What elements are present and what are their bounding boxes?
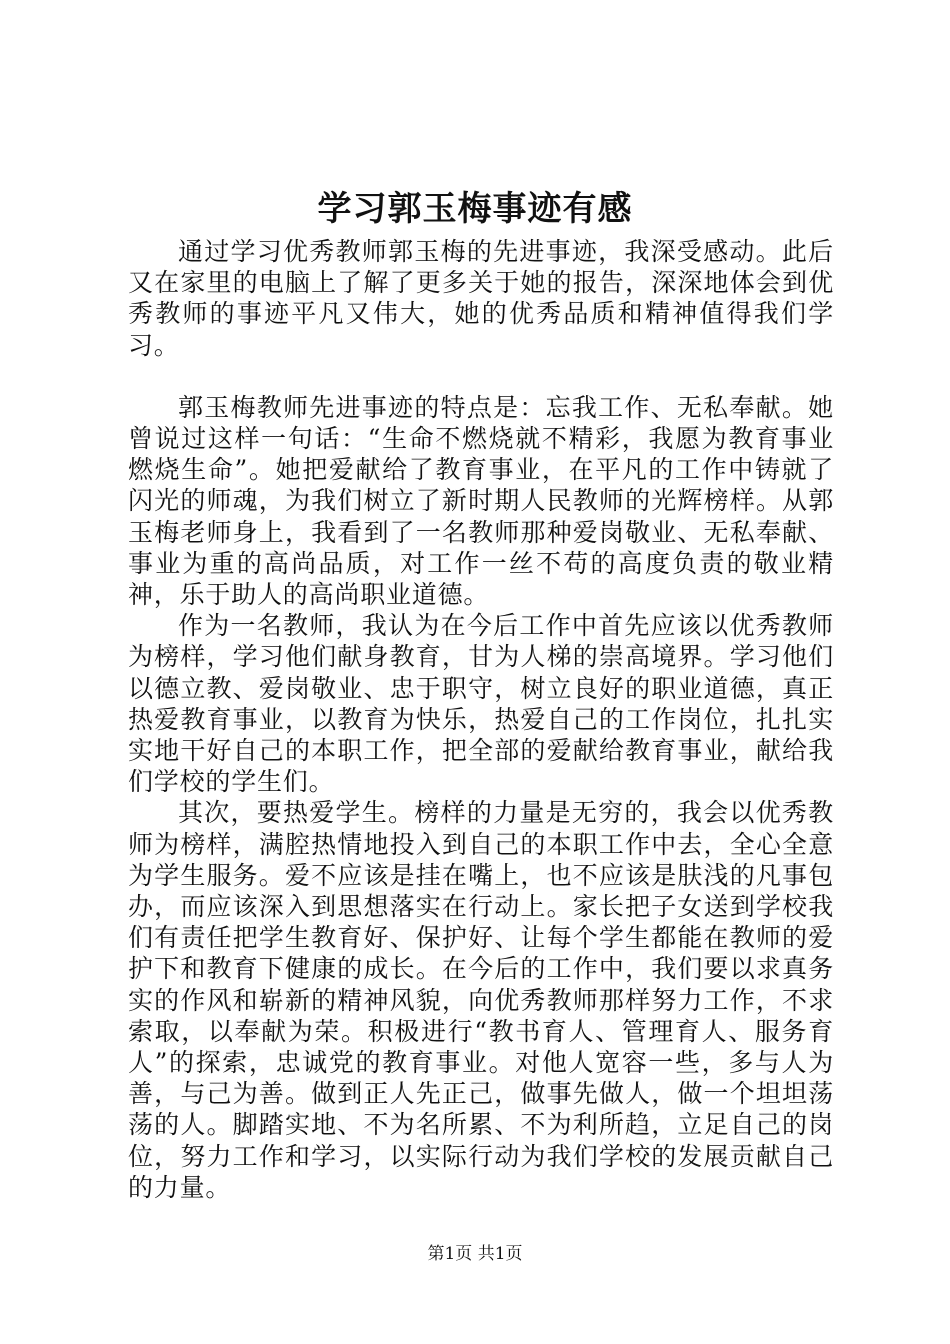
paragraph-gap [128, 361, 834, 392]
document-title: 学习郭玉梅事迹有感 [317, 189, 633, 229]
document-body [128, 236, 834, 1203]
paragraph-1: 通过学习优秀教师郭玉梅的先进事迹，我深受感动。此后又在家里的电脑上了解了更多关于她的报告，深深地体会到优秀教师的事迹平凡又伟大，她的优秀品质和精神值得我们学习。 [128, 237, 834, 360]
paragraph-3: 作为一名教师，我认为在今后工作中首先应该以优秀教师为榜样，学习他们献身教育，甘为人梯的崇高境界。学习他们以德立教、爱岗敬业、忠于职守，树立良好的职业道德，真正热爱教育事业，以教育为快乐，热爱自己的工作岗位，扎扎实实地干好自己的本职工作，把全部的爱献给教育事业，献给我们学校的学生们。 [128, 611, 834, 797]
page-footer: 第1页 共1页 [427, 1244, 523, 1264]
paragraph-2: 郭玉梅教师先进事迹的特点是：忘我工作、无私奉献。她曾说过这样一句话：“生命不燃烧就不精彩，我愿为教育事业燃烧生命”。她把爱献给了教育事业，在平凡的工作中铸就了闪光的师魂，为我们树立了新时期人民教师的光辉榜样。从郭玉梅老师身上，我看到了一名教师那种爱岗敬业、无私奉献、事业为重的高尚品质，对工作一丝不苟的高度负责的敬业精神，乐于助人的高尚职业道德。 [128, 392, 834, 610]
paragraph-4: 其次，要热爱学生。榜样的力量是无穷的，我会以优秀教师为榜样，满腔热情地投入到自己的本职工作中去，全心全意为学生服务。爱不应该是挂在嘴上，也不应该是肤浅的凡事包办，而应该深入到思想落实在行动上。家长把子女送到学校我们有责任把学生教育好、保护好、让每个学生都能在教师的爱护下和教育下健康的成长。在今后的工作中，我们要以求真务实的作风和崭新的精神风貌，向优秀教师那样努力工作，不求索取，以奉献为荣。积极进行“教书育人、管理育人、服务育人”的探索，忠诚党的教育事业。对他人宽容一些，多与人为善，与己为善。做到正人先正己，做事先做人，做一个坦坦荡荡的人。脚踏实地、不为名所累、不为利所趋，立足自己的岗位，努力工作和学习，以实际行动为我们学校的发展贡献自己的力量。 [128, 798, 834, 1202]
